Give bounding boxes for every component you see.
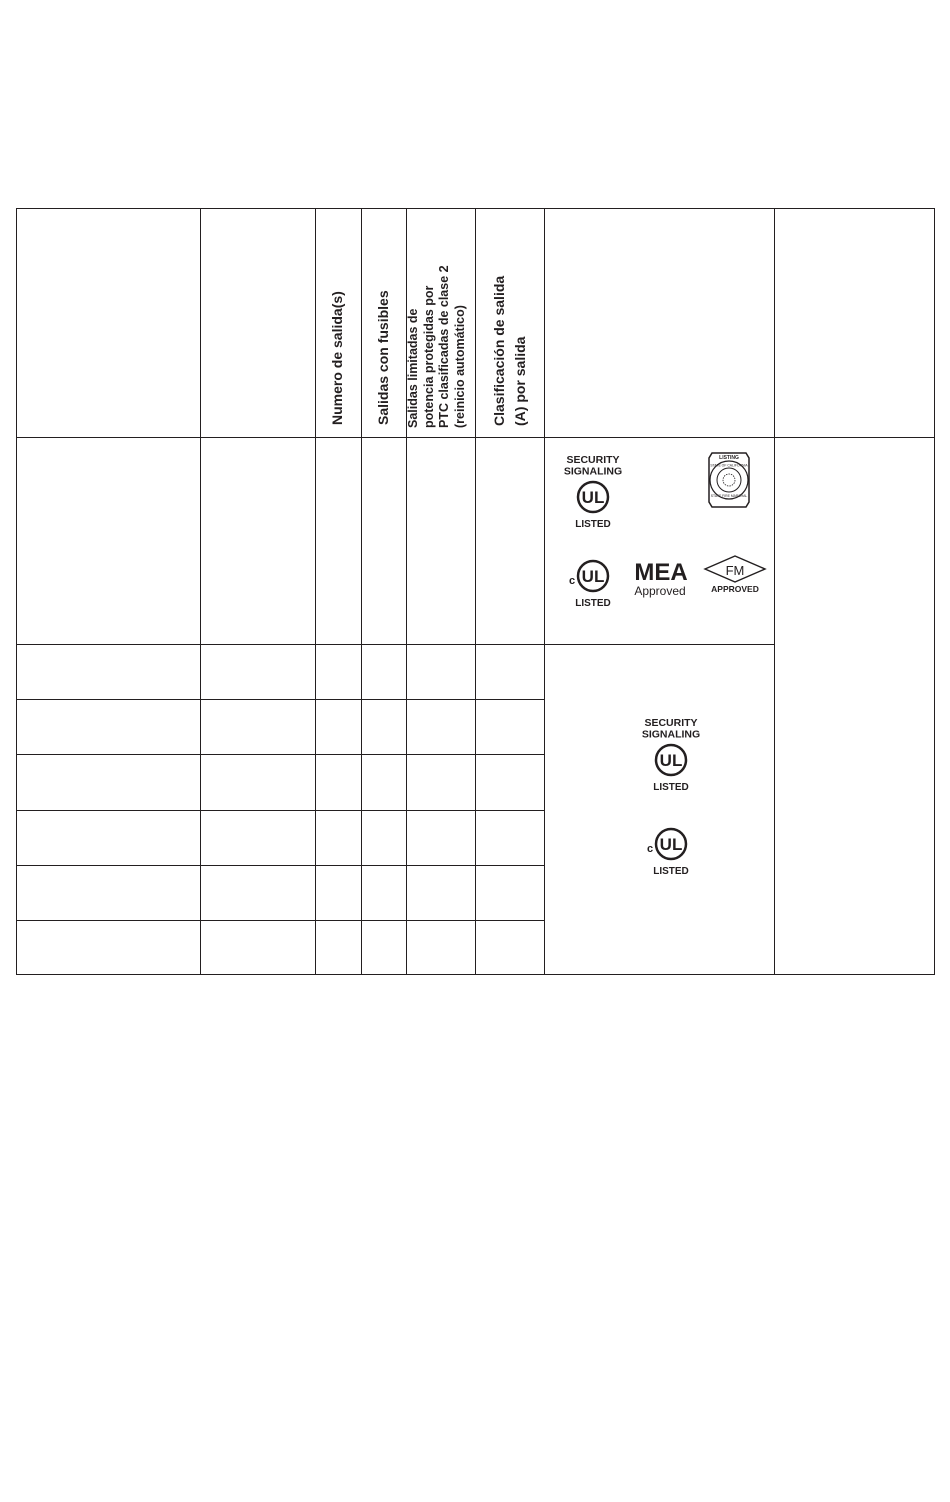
header-ptc-line-2: potencia protegidas por — [421, 285, 436, 428]
table-grid — [16, 208, 935, 975]
header-clasificacion — [489, 276, 531, 426]
ul-security-signaling-logo-1 — [564, 454, 622, 530]
header-numero-salidas-text: Numero de salida(s) — [329, 291, 345, 425]
fm-name: FM — [725, 563, 745, 578]
header-salidas-fusibles-text: Salidas con fusibles — [375, 290, 391, 425]
csfm-ring-text: STATE OF CALIFORNIA — [710, 463, 748, 468]
header-ptc-line-1: Salidas limitadas de — [406, 308, 420, 428]
header-ptc-line-3: PTC clasificadas de clase 2 — [437, 265, 451, 428]
cul-prefix-2: c — [647, 843, 654, 855]
mea-approved-logo — [634, 559, 687, 598]
header-numero-salidas — [329, 291, 346, 425]
cul-listed-2: LISTED — [653, 866, 689, 877]
ul-mark: UL — [581, 488, 605, 507]
cul-mark: UL — [581, 567, 605, 586]
ul-security-line1: SECURITY — [566, 454, 620, 466]
ul-mark-2: UL — [659, 751, 683, 770]
ul-security-line2: SIGNALING — [563, 465, 623, 478]
header-clasificacion-line-2: (A) por salida — [512, 336, 528, 426]
ul-security-line1-2: SECURITY — [644, 717, 698, 729]
ul-security-signaling-logo-2 — [642, 717, 700, 793]
header-salidas-ptc — [406, 265, 468, 428]
ul-listed-2: LISTED — [653, 782, 689, 793]
cul-listed-logo-1 — [569, 561, 611, 609]
fm-sub: APPROVED — [711, 584, 759, 594]
cul-listed: LISTED — [575, 598, 611, 609]
ul-listed: LISTED — [575, 519, 611, 530]
csfm-ring-text-2: STATE FIRE MARSHAL — [710, 494, 748, 498]
ul-security-line2-2: SIGNALING — [641, 728, 701, 741]
cul-mark-2: UL — [659, 835, 683, 854]
csfm-seal-logo — [709, 453, 749, 507]
cul-prefix: c — [569, 575, 576, 587]
csfm-top-text: LISTING — [719, 455, 739, 461]
mea-name: MEA — [634, 559, 688, 586]
fm-approved-logo — [705, 556, 765, 594]
header-ptc-line-4: (reinicio automático) — [452, 305, 467, 428]
mea-sub: Approved — [634, 584, 686, 598]
cul-listed-logo-2 — [647, 829, 689, 877]
header-clasificacion-line-1: Clasificación de salida — [491, 275, 507, 426]
header-salidas-fusibles — [375, 290, 392, 425]
